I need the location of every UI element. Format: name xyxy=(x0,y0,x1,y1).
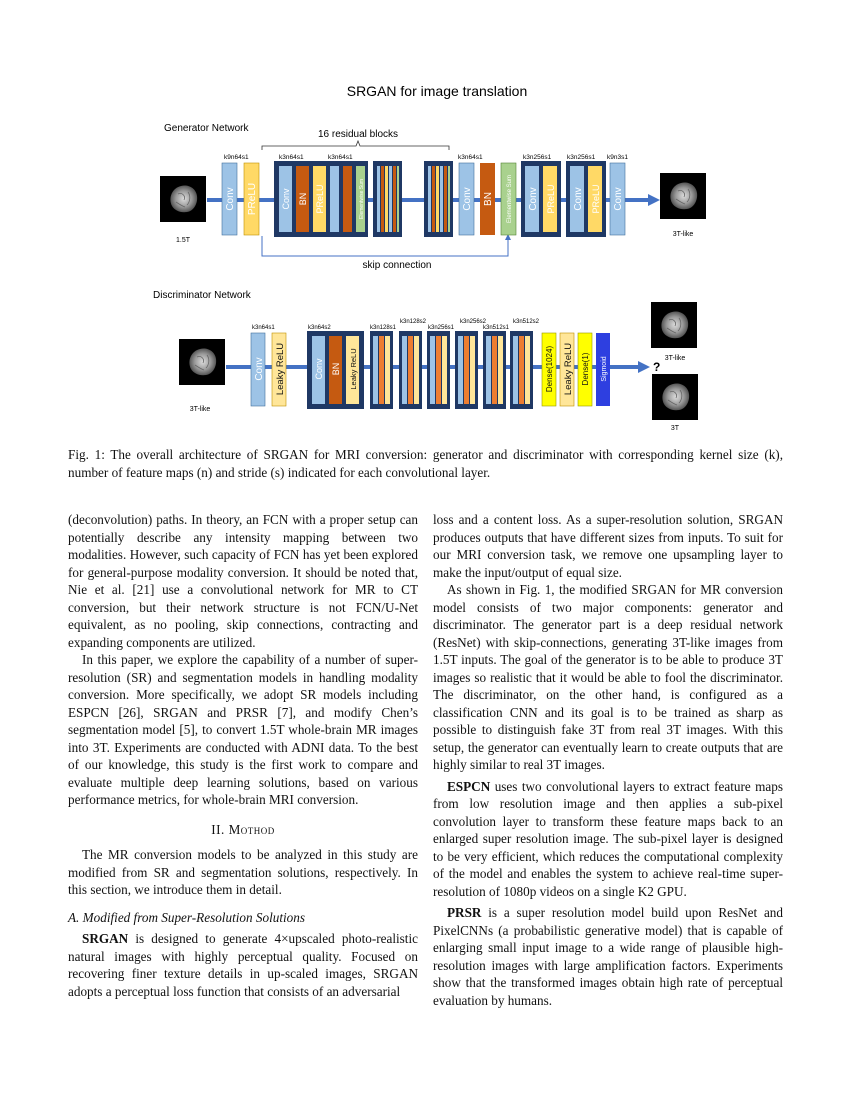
output-caption-3t-like: 3T-like xyxy=(672,231,694,238)
left-column xyxy=(68,511,418,1000)
discriminator-arrowhead xyxy=(638,361,650,373)
discriminator-label: Discriminator Network xyxy=(153,290,251,301)
disc-k3n512s2: k3n512s2 xyxy=(513,319,540,325)
paragraph: ESPCN uses two convolutional layers to extract feature maps from low resolution image and then applies a sub-pixel convolution layer to transform these feature maps back to an enlarged super resolution image. The sub-pixel layer is designed to be very efficient, which reduces the computational complexity of the model and enables the system to achieve real-time super-resolution of 1080p videos on a single K2 GPU. xyxy=(433,778,783,899)
disc-k3n64s2: k3n64s2 xyxy=(308,325,331,331)
disc-k3n512s1: k3n512s1 xyxy=(483,325,510,331)
gen-k3n64s1-c: k3n64s1 xyxy=(458,154,483,161)
svg-text:BN: BN xyxy=(331,362,341,376)
input-caption-1-5t: 1.5T xyxy=(175,237,191,244)
svg-text:Leaky ReLU: Leaky ReLU xyxy=(275,342,286,396)
svg-text:Conv: Conv xyxy=(254,357,265,381)
disc-k3n128s2: k3n128s2 xyxy=(400,319,427,325)
output-brain-image xyxy=(660,173,706,219)
svg-text:PReLU: PReLU xyxy=(315,184,325,214)
generator-label: Generator Network xyxy=(164,123,249,134)
section-number: II. xyxy=(211,821,225,837)
svg-text:Elementwise Sum: Elementwise Sum xyxy=(507,174,513,224)
svg-text:Leaky ReLU: Leaky ReLU xyxy=(563,342,574,396)
section-heading xyxy=(68,821,418,839)
svg-text:Dense(1024): Dense(1024) xyxy=(545,345,554,393)
figure-caption: Fig. 1: The overall architecture of SRGAN for MRI conversion: generator and discriminator with corresponding kernel size (k), number of feature maps (n) and stride (s) indicated for each convolutional layer. xyxy=(68,447,783,480)
svg-text:Dense(1): Dense(1) xyxy=(581,352,590,386)
disc-k3n256s2: k3n256s2 xyxy=(460,319,487,325)
section-title: Mothod xyxy=(228,821,275,837)
disc-small-blocks xyxy=(370,331,533,409)
svg-text:Conv: Conv xyxy=(462,187,473,211)
disc-output-3t-like-image xyxy=(651,302,697,348)
disc-input-brain-image xyxy=(179,339,225,385)
paragraph: (deconvolution) paths. In theory, an FCN with a proper setup can potentially describe any intensity mapping between two modalities. However, such capacity of FCN has yet been explored for general-purpose modality conversion. It should be noted that, Nie et al. [21] use a convolutional network for MR to CT conversion, but their network structure is not FCN/U-Net equivalent, as no pooling, skip connections, contracting and expanding components are utilized. xyxy=(68,512,418,650)
disc-k3n256s1: k3n256s1 xyxy=(428,325,455,331)
svg-text:Conv: Conv xyxy=(314,358,324,380)
svg-text:PReLU: PReLU xyxy=(247,182,258,216)
gen-k9n3s1: k9n3s1 xyxy=(607,154,628,161)
figure-title: SRGAN for image translation xyxy=(346,83,528,99)
disc-output-3t-image xyxy=(652,374,698,420)
paragraph: The MR conversion models to be analyzed in this study are modified from SR and segmentation solutions, respectively. In this section, we introduce them in detail. xyxy=(68,847,418,897)
skip-connection-label: skip connection xyxy=(362,260,432,271)
svg-text:Conv: Conv xyxy=(573,187,584,211)
svg-text:BN: BN xyxy=(483,192,494,206)
disc-output-3t-caption: 3T xyxy=(670,425,680,432)
svg-text:Conv: Conv xyxy=(528,187,539,211)
right-column xyxy=(433,511,783,1009)
svg-text:Conv: Conv xyxy=(613,187,624,211)
paragraph: In this paper, we explore the capability of a number of super-resolution (SR) and segmentation models in handling modality conversion. More specifically, we adopt SR models including ESPCN [26], SRGAN and PRSR [7], and modify Chen’s segmentation model [5], to convert 1.5T whole-brain MR images into 3T. Experiments are conducted with ADNI data. To the best of our knowledge, this study is the first work to compare and evaluate multiple deep learning solutions, based on various performance metrics, for whole-brain MRI conversion. xyxy=(68,652,418,807)
svg-text:PReLU: PReLU xyxy=(546,184,556,214)
generator-arrowhead xyxy=(648,194,660,206)
subsection-heading: A. Modified from Super-Resolution Solutions xyxy=(68,909,305,925)
gen-k3n64s1-a: k3n64s1 xyxy=(279,154,304,161)
paragraph: loss and a content loss. As a super-resolution solution, SRGAN produces outputs that have different sizes from inputs. To suit for our MRI conversion task, we remove one upsampling layer to make the input/output of equal size. xyxy=(433,512,783,580)
paragraph: SRGAN is designed to generate 4×upscaled photo-realistic natural images with highly perceptual quality. Focused on recovering finer texture details in up-scaled images, SRGAN adopts a perceptual loss function that consists of an adversarial xyxy=(68,931,418,999)
question-mark: ? xyxy=(653,360,661,374)
svg-text:Sigmoid: Sigmoid xyxy=(601,356,608,382)
svg-text:Leaky ReLU: Leaky ReLU xyxy=(349,348,358,390)
gen-k3n64s1-b: k3n64s1 xyxy=(328,154,353,161)
gen-k3n256s1-a: k3n256s1 xyxy=(523,154,552,161)
gen-k9n64s1: k9n64s1 xyxy=(224,154,249,161)
svg-text:Conv: Conv xyxy=(281,188,291,210)
skip-connection-line xyxy=(262,236,508,256)
svg-text:Elementwise Sum: Elementwise Sum xyxy=(359,178,365,220)
svg-text:BN: BN xyxy=(298,192,308,206)
architecture-figure xyxy=(0,0,850,440)
gen-k3n256s1-b: k3n256s1 xyxy=(567,154,596,161)
bold-term: SRGAN xyxy=(82,931,129,946)
disc-k3n128s1: k3n128s1 xyxy=(370,325,397,331)
disc-output-3t-like-caption: 3T-like xyxy=(664,355,686,362)
input-brain-image xyxy=(160,176,206,222)
svg-text:Conv: Conv xyxy=(225,187,236,211)
svg-text:PReLU: PReLU xyxy=(591,184,601,214)
bold-term: PRSR xyxy=(447,905,482,920)
residual-brace xyxy=(262,141,449,150)
disc-input-caption: 3T-like xyxy=(189,406,211,413)
bold-term: ESPCN xyxy=(447,778,491,794)
paragraph: PRSR is a super resolution model build upon ResNet and PixelCNNs (a probabilistic generative model) that is capable of enlarging small input image to a wide range of plausible high-resolution images with large amplification factors. Experiments show that the transformed images obtain high rate of perceptual evaluation by humans. xyxy=(433,905,783,1008)
disc-k3n64s1: k3n64s1 xyxy=(252,325,275,331)
paragraph: As shown in Fig. 1, the modified SRGAN for MR conversion model consists of two major components: generator and discriminator. The generator part is a deep residual network (ResNet) with skip-connections, generating 3T-like images from 1.5T inputs. The goal of the generator is to be able to produce 3T images so realistic that it would be able to fool the discriminator. The discriminator, on the other hand, is configured as a classification CNN and its goal is to be trained as sharp as possible to distinguish fake 3T from real 3T images. With this setup, the generator can eventually learn to create outputs that are highly similar to real 3T images. xyxy=(433,582,783,772)
residual-blocks-label: 16 residual blocks xyxy=(317,129,399,140)
